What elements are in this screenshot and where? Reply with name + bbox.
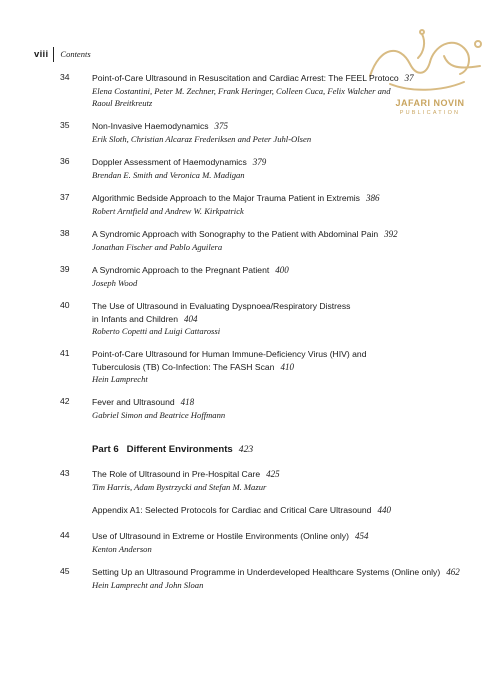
chapter-page: 400 xyxy=(275,265,289,275)
chapter-page: 37 xyxy=(404,73,414,83)
header-divider xyxy=(53,47,54,62)
entry-body xyxy=(92,192,462,217)
chapter-number: 36 xyxy=(60,156,70,166)
chapter-authors: Tim Harris, Adam Bystrzycki and Stefan M. Mazur xyxy=(92,481,267,492)
part-page: 423 xyxy=(238,444,254,455)
chapter-authors: Hein Lamprecht and John Sloan xyxy=(92,579,204,590)
chapter-number: 34 xyxy=(60,72,70,82)
chapter-page: 425 xyxy=(266,469,280,479)
chapter-title: The Use of Ultrasound in Evaluating Dyspnoea/Respiratory Distress xyxy=(92,301,351,311)
entry-body xyxy=(92,348,462,385)
chapter-authors: Robert Arntfield and Andrew W. Kirkpatrick xyxy=(92,205,244,216)
chapter-title: Doppler Assessment of Haemodynamics 379 xyxy=(92,157,267,167)
chapter-authors: Hein Lamprecht xyxy=(92,374,148,384)
entry-body xyxy=(92,566,462,591)
section-title: Contents xyxy=(60,49,91,59)
chapter-authors: Elena Costantini, Peter M. Zechner, Frank Heringer, Colleen Cuca, Felix Walcher and xyxy=(92,85,391,96)
page-number: viii xyxy=(34,48,49,60)
chapter-authors: Erik Sloth, Christian Alcaraz Frederiksen and Peter Juhl-Olsen xyxy=(92,133,312,144)
chapter-authors: Raoul Breitkreutz xyxy=(92,97,153,108)
chapter-number: 37 xyxy=(60,192,70,202)
chapter-page: 462 xyxy=(446,567,460,577)
chapter-number: 38 xyxy=(60,228,70,238)
chapter-page: 379 xyxy=(252,157,267,167)
chapter-page: 386 xyxy=(365,193,380,203)
chapter-number: 42 xyxy=(60,396,70,406)
chapter-title: Tuberculosis (TB) Co-Infection: The FASH Scan 410 xyxy=(92,361,294,372)
chapter-authors: Brendan E. Smith and Veronica M. Madigan xyxy=(92,169,245,180)
chapter-title: Algorithmic Bedside Approach to the Major Trauma Patient in Extremis 386 xyxy=(92,193,380,203)
chapter-title: A Syndromic Approach with Sonography to the Patient with Abdominal Pain 392 xyxy=(92,229,398,239)
chapter-number: 44 xyxy=(60,530,70,540)
entry-body xyxy=(92,468,462,493)
entry-body xyxy=(92,72,462,109)
chapter-number: 43 xyxy=(60,468,70,478)
chapter-title: Point-of-Care Ultrasound in Resuscitation and Cardiac Arrest: The FEEL Protoco 37 xyxy=(92,73,414,83)
logo-name: JAFARI NOVIN xyxy=(395,98,465,108)
chapter-authors: Kenton Anderson xyxy=(92,543,152,554)
chapter-title: Setting Up an Ultrasound Programme in Underdeveloped Healthcare Systems (Online only) 462 xyxy=(92,567,460,577)
chapter-page: 418 xyxy=(180,397,195,407)
chapter-title: in Infants and Children 404 xyxy=(92,313,198,324)
chapter-page: 410 xyxy=(280,361,294,372)
part-heading xyxy=(92,444,253,455)
chapter-page: 454 xyxy=(354,531,369,541)
entry-body xyxy=(92,530,462,555)
running-header xyxy=(34,46,91,62)
chapter-title: Use of Ultrasound in Extreme or Hostile Environments (Online only) 454 xyxy=(92,531,369,541)
chapter-number: 39 xyxy=(60,264,70,274)
chapter-authors: Jonathan Fischer and Pablo Aguilera xyxy=(92,241,223,252)
chapter-page: 375 xyxy=(214,121,229,131)
entry-body xyxy=(92,228,462,253)
entry-body xyxy=(92,156,462,181)
chapter-title: A Syndromic Approach to the Pregnant Patient 400 xyxy=(92,265,289,275)
chapter-page: 440 xyxy=(377,505,391,515)
logo-tagline: PUBLICATION xyxy=(399,110,461,116)
chapter-title: Fever and Ultrasound 418 xyxy=(92,397,195,407)
part-title: Different Environments xyxy=(126,444,233,455)
entry-body xyxy=(92,396,462,421)
chapter-authors: Roberto Copetti and Luigi Cattarossi xyxy=(92,326,221,336)
chapter-authors: Joseph Wood xyxy=(92,277,138,288)
entry-body xyxy=(92,504,462,517)
chapter-number: 40 xyxy=(60,300,70,310)
chapter-title: Appendix A1: Selected Protocols for Cardiac and Critical Care Ultrasound 440 xyxy=(92,505,391,515)
chapter-title: Non-Invasive Haemodynamics 375 xyxy=(92,121,229,131)
chapter-authors: Gabriel Simon and Beatrice Hoffmann xyxy=(92,409,226,420)
entry-body xyxy=(92,120,462,145)
chapter-number: 45 xyxy=(60,566,70,576)
chapter-page: 392 xyxy=(384,229,398,239)
chapter-page: 404 xyxy=(184,313,198,324)
chapter-number: 35 xyxy=(60,120,70,130)
part-label: Part 6 xyxy=(92,444,119,455)
chapter-title: The Role of Ultrasound in Pre-Hospital Care 425 xyxy=(92,469,280,479)
chapter-title: Point-of-Care Ultrasound for Human Immune-Deficiency Virus (HIV) and xyxy=(92,349,367,359)
entry-body xyxy=(92,264,462,289)
chapter-number: 41 xyxy=(60,348,70,358)
entry-body xyxy=(92,300,462,337)
